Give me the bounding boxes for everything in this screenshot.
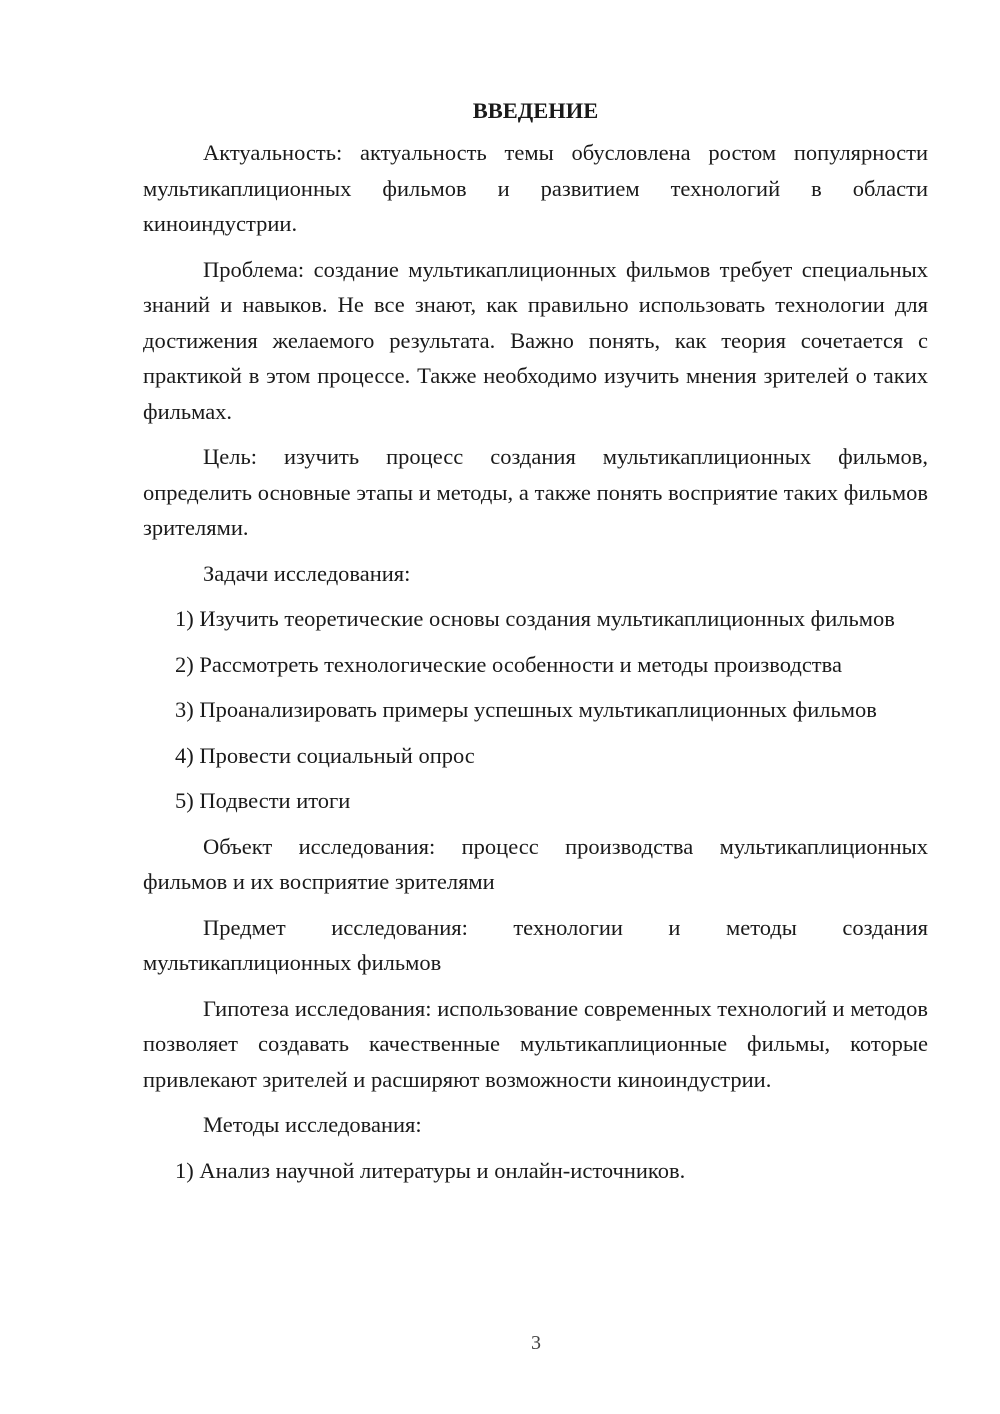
list-item-task-2: 2) Рассмотреть технологические особенности и методы производства [175, 651, 842, 677]
list-item-task-5: 5) Подвести итоги [175, 788, 351, 813]
paragraph-methods-heading: Методы исследования: [203, 1112, 422, 1137]
list-item-method-1: 1) Анализ научной литературы и онлайн-источников. [175, 1157, 686, 1183]
document-body [143, 93, 928, 1198]
list-item-task-1: 1) Изучить теоретические основы создания мультикаплиционных фильмов [175, 606, 895, 631]
paragraph-problem: Проблема: создание мультикаплиционных фильмов требует специальных знаний и навыков. Не все знают, как правильно использовать технологии для достижения желаемого результата. Важно понять, как теория сочетается с практикой в этом процессе. Также необходимо изучить мнения зрителей о таких фильмах. [143, 256, 928, 424]
paragraph-object: Объект исследования: процесс производства мультикаплиционных фильмов и их восприятие зрителями [143, 833, 928, 894]
paragraph-hypothesis: Гипотеза исследования: использование современных технологий и методов позволяет создавать качественные мультикаплиционные фильмы, которые привлекают зрителей и расширяют возможности киноиндустрии. [143, 995, 928, 1092]
paragraph-relevance: Актуальность: актуальность темы обусловлена ростом популярности мультикаплиционных фильмов и развитием технологий в области киноиндустрии. [143, 140, 928, 236]
paragraph-goal: Цель: изучить процесс создания мультикаплиционных фильмов, определить основные этапы и методы, а также понять восприятие таких фильмов зрителями. [143, 444, 928, 540]
page-number: 3 [531, 1332, 541, 1354]
paragraph-tasks-heading: Задачи исследования: [203, 560, 411, 586]
list-item-task-3: 3) Проанализировать примеры успешных мультикаплиционных фильмов [175, 697, 877, 722]
list-item-task-4: 4) Провести социальный опрос [175, 742, 475, 768]
section-title: ВВЕДЕНИЕ [472, 98, 599, 123]
paragraph-subject: Предмет исследования: технологии и методы создания мультикаплиционных фильмов [143, 914, 928, 975]
